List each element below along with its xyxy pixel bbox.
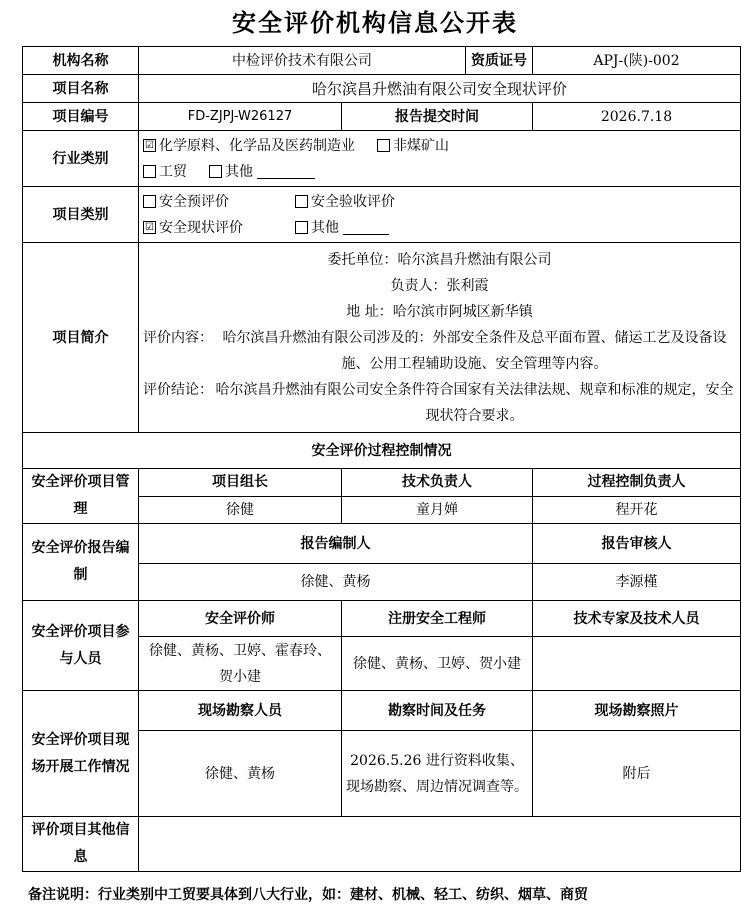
industry-option-other[interactable]: 其他	[209, 159, 315, 185]
intro-content-block: 评价内容： 哈尔滨昌升燃油有限公司涉及的：外部安全条件及总平面布置、储运工艺及设备设施、公用工程辅助设施、安全管理等内容。	[143, 325, 736, 377]
industry-label: 行业类别	[23, 131, 139, 187]
site-header-photo: 现场勘察照片	[533, 691, 741, 731]
report-value-reviewer: 李源槿	[533, 564, 741, 601]
report-header-reviewer: 报告审核人	[533, 524, 741, 564]
mgmt-label: 安全评价项目管理	[23, 469, 139, 524]
people-header-engineer: 注册安全工程师	[342, 601, 533, 637]
checkbox-icon	[295, 195, 308, 208]
type-option-status[interactable]: ☑ 安全现状评价	[143, 215, 273, 241]
industry-options	[139, 131, 741, 187]
org-name-label: 机构名称	[23, 47, 139, 75]
report-value-author: 徐健、黄杨	[139, 564, 533, 601]
site-label: 安全评价项目现场开展工作情况	[23, 691, 139, 817]
other-blank-line	[343, 220, 389, 235]
other-info-label: 评价项目其他信息	[23, 817, 139, 872]
intro-client: 委托单位：哈尔滨昌升燃油有限公司	[327, 251, 552, 268]
intro-content	[139, 243, 741, 433]
people-label: 安全评价项目参与人员	[23, 601, 139, 691]
other-blank-line	[257, 164, 315, 179]
checkbox-icon	[377, 139, 390, 152]
checkbox-icon	[143, 165, 156, 178]
mgmt-header-control: 过程控制负责人	[533, 469, 741, 497]
footnote: 备注说明：行业类别中工贸要具体到八大行业，如：建材、机械、轻工、纺织、烟草、商贸	[28, 887, 588, 903]
report-label: 安全评价报告编制	[23, 524, 139, 601]
org-name-value: 中检评价技术有限公司	[139, 47, 466, 75]
checkbox-icon: ☑	[143, 139, 156, 152]
mgmt-header-leader: 项目组长	[139, 469, 342, 497]
people-value-engineer: 徐健、黄杨、卫婷、贺小建	[342, 637, 533, 691]
project-no-value: FD-ZJPJ-W26127	[139, 103, 342, 131]
industry-option-chemical[interactable]: ☑ 化学原料、化学品及医药制造业	[143, 133, 355, 159]
checkbox-icon	[143, 195, 156, 208]
checkbox-icon	[295, 221, 308, 234]
submit-time-label: 报告提交时间	[342, 103, 533, 131]
intro-label: 项目简介	[23, 243, 139, 433]
intro-conclusion-text: 哈尔滨昌升燃油有限公司安全条件符合国家有关法律法规、规章和标准的规定，安全现状符合要求。	[215, 381, 734, 424]
people-header-evaluator: 安全评价师	[139, 601, 342, 637]
intro-content-text: 哈尔滨昌升燃油有限公司涉及的：外部安全条件及总平面布置、储运工艺及设备设施、公用工程辅助设施、安全管理等内容。	[222, 329, 727, 372]
intro-address: 地 址：哈尔滨市阿城区新华镇	[346, 303, 533, 320]
site-value-task: 2026.5.26 进行资料收集、现场勘察、周边情况调查等。	[342, 731, 533, 817]
cert-no-label: 资质证号	[466, 47, 533, 75]
type-option-pre[interactable]: 安全预评价	[143, 189, 273, 215]
intro-person: 负责人：张利霞	[390, 277, 489, 294]
site-value-photo: 附后	[533, 731, 741, 817]
page-title: 安全评价机构信息公开表	[232, 8, 518, 37]
mgmt-value-leader: 徐健	[139, 496, 342, 524]
people-header-expert: 技术专家及技术人员	[533, 601, 741, 637]
info-table	[22, 46, 741, 872]
site-header-task: 勘察时间及任务	[342, 691, 533, 731]
report-header-author: 报告编制人	[139, 524, 533, 564]
other-info-value	[139, 817, 741, 872]
mgmt-value-tech: 童月婵	[342, 496, 533, 524]
checkbox-icon	[209, 165, 222, 178]
project-name-label: 项目名称	[23, 75, 139, 103]
project-name-value: 哈尔滨昌升燃油有限公司安全现状评价	[139, 75, 741, 103]
mgmt-header-tech: 技术负责人	[342, 469, 533, 497]
site-value-staff: 徐健、黄杨	[139, 731, 342, 817]
people-value-evaluator: 徐健、黄杨、卫婷、霍春玲、贺小建	[139, 637, 342, 691]
submit-time-value: 2026.7.18	[533, 103, 741, 131]
type-option-other[interactable]: 其他	[295, 215, 389, 241]
industry-option-trade[interactable]: 工贸	[143, 159, 187, 185]
people-value-expert	[533, 637, 741, 691]
project-type-options	[139, 187, 741, 243]
intro-conclusion-block: 评价结论： 哈尔滨昌升燃油有限公司安全条件符合国家有关法律法规、规章和标准的规定，安全现状符合要求。	[143, 377, 736, 429]
industry-option-mining[interactable]: 非煤矿山	[377, 133, 449, 159]
project-type-label: 项目类别	[23, 187, 139, 243]
cert-no-value: APJ-(陕)-002	[533, 47, 741, 75]
mgmt-value-control: 程开花	[533, 496, 741, 524]
process-section-title: 安全评价过程控制情况	[23, 433, 741, 469]
project-no-label: 项目编号	[23, 103, 139, 131]
checkbox-icon: ☑	[143, 221, 156, 234]
type-option-acceptance[interactable]: 安全验收评价	[295, 189, 395, 215]
site-header-staff: 现场勘察人员	[139, 691, 342, 731]
